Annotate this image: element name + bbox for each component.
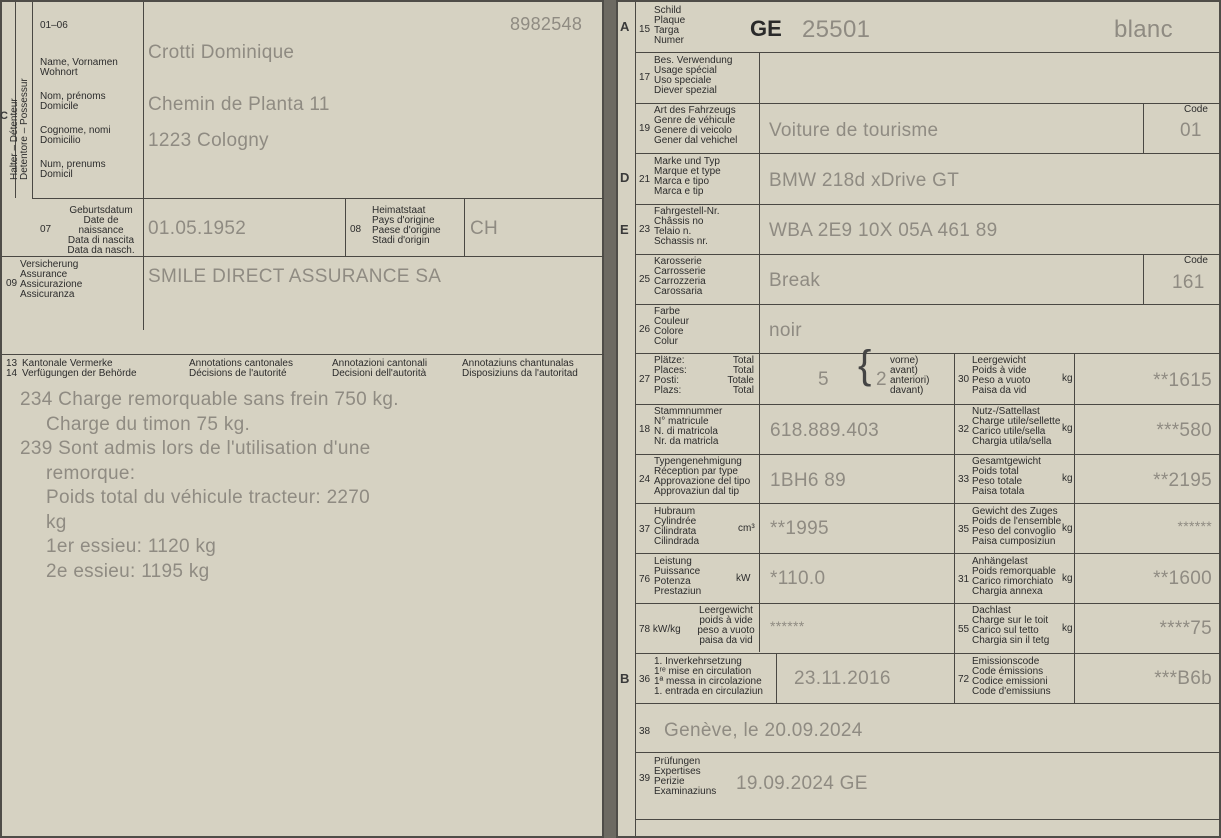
field-number-32: 32 <box>958 424 970 435</box>
brace-icon: { <box>858 343 872 387</box>
make-labels: Marke und Typ Marque et type Marca e tipo Marca e tip <box>654 156 721 197</box>
plate-canton: GE <box>750 16 782 41</box>
name-label-fr: Nom, prénoms Domicile <box>40 91 106 112</box>
field-number-18: 18 <box>639 424 651 435</box>
seats-total-labels: Total Total Totale Total <box>727 355 754 396</box>
combination-weight-value: ****** <box>1177 518 1212 534</box>
body-code: 161 <box>1172 272 1205 293</box>
emission-labels: Emissionscode Code émissions Codice emissioni Code d'emissiuns <box>972 656 1051 697</box>
field-number-15: 15 <box>639 24 651 35</box>
field-number-35: 35 <box>958 524 970 535</box>
plate-color: blanc <box>1114 16 1173 43</box>
emission-value: ***B6b <box>1154 668 1212 689</box>
inspection-labels: Prüfungen Expertises Perizie Examinaziuns <box>654 756 717 797</box>
side-letter-c: C <box>0 110 8 122</box>
annotations-list <box>20 388 399 584</box>
holder-vertical-label-2: Detentore – Possessur <box>19 78 30 180</box>
holder-name: Crotti Dominique <box>148 42 295 63</box>
origin-country: CH <box>470 218 499 239</box>
name-label-rm: Num, prenums Domicil <box>40 159 106 180</box>
holder-street: Chemin de Planta 11 <box>148 94 330 115</box>
total-weight-labels: Gesamtgewicht Poids total Peso totale Paisa totala <box>972 456 1041 497</box>
unit-kg: kg <box>1062 523 1073 534</box>
annotation-line: Poids total du véhicule tracteur: 2270 <box>46 487 371 508</box>
field-number-72: 72 <box>958 674 970 685</box>
field-number-30: 30 <box>958 374 970 385</box>
insurance-company: SMILE DIRECT ASSURANCE SA <box>148 266 442 287</box>
letter-a: A <box>620 19 630 34</box>
type-approval-labels: Typengenehmigung Réception par type Approvazione del tipo Approvaziun dal tip <box>654 456 751 497</box>
field-number-17: 17 <box>639 72 651 83</box>
payload-value: ***580 <box>1156 420 1212 441</box>
total-weight-value: **2195 <box>1153 470 1212 491</box>
power-ratio-value: ****** <box>770 618 805 634</box>
kerb-weight-labels: Leergewicht Poids à vide Peso a vuoto Paisa da vid <box>972 355 1031 396</box>
annotation-header-it: Annotazioni cantonali Decisioni dell'autorità <box>332 358 428 379</box>
displacement-value: **1995 <box>770 518 829 539</box>
field-number-38: 38 <box>639 726 651 737</box>
vehicle-form <box>635 2 1219 836</box>
body-code-label: Code <box>1184 255 1208 266</box>
usage-labels: Bes. Verwendung Usage spécial Uso speciale Diever spezial <box>654 55 733 96</box>
field-number-07: 07 <box>40 224 52 235</box>
name-label-it: Cognome, nomi Domicilio <box>40 125 111 146</box>
annotation-line: kg <box>46 511 67 533</box>
annotation-line: 1er essieu: 1120 kg <box>46 536 217 557</box>
annotation-line: remorque: <box>46 462 136 484</box>
seats-front-labels: vorne) avant) anteriori) davant) <box>890 355 930 396</box>
field-number-37: 37 <box>639 524 651 535</box>
insurance-labels: Versicherung Assurance Assicurazione Assicuranza <box>20 259 83 300</box>
colour-value: noir <box>769 320 802 341</box>
field-number-33: 33 <box>958 474 970 485</box>
vehicle-type-code-label: Code <box>1184 104 1208 115</box>
issue-place-date: Genève, le 20.09.2024 <box>664 720 863 741</box>
unit-kw: kW <box>736 573 751 584</box>
field-number-27: 27 <box>639 374 651 385</box>
field-number-78: 78 kW/kg <box>639 624 681 635</box>
origin-labels: Heimatstaat Pays d'origine Paese d'origine Stadi d'origin <box>372 205 441 246</box>
annotation-line: Charge du timon 75 kg. <box>46 413 251 435</box>
power-labels: Leistung Puissance Potenza Prestaziun <box>654 556 702 597</box>
annotation-line: 239 Sont admis lors de l'utilisation d'une <box>20 438 371 459</box>
field-number-39: 39 <box>639 773 651 784</box>
matriculation-labels: Stammnummer N° matricule N. di matricola Nr. da matricla <box>654 406 723 447</box>
trailer-load-labels: Anhängelast Poids remorquable Carico rimorchiato Chargia annexa <box>972 556 1056 597</box>
combination-weight-labels: Gewicht des Zuges Poids de l'ensemble Peso del convoglio Paisa cumposiziun <box>972 506 1062 547</box>
field-number-31: 31 <box>958 574 970 585</box>
annotation-header-fr: Annotations cantonales Décisions de l'autorité <box>189 358 293 379</box>
annotation-header-de: Kantonale Vermerke Verfügungen der Behörde <box>22 358 137 379</box>
vehicle-type-code: 01 <box>1180 120 1202 141</box>
colour-labels: Farbe Couleur Colore Colur <box>654 306 690 347</box>
kerb-weight-value: **1615 <box>1153 370 1212 391</box>
vehicle-page <box>616 0 1221 838</box>
unit-kg: kg <box>1062 623 1073 634</box>
seats-front: 2 <box>876 369 887 390</box>
unit-kg: kg <box>1062 373 1073 384</box>
field-number-24: 24 <box>639 474 651 485</box>
unit-kg: kg <box>1062 473 1073 484</box>
name-label-de: Name, Vornamen Wohnort <box>40 57 118 78</box>
unit-kg: kg <box>1062 573 1073 584</box>
holder-city: 1223 Cologny <box>148 130 269 151</box>
body-labels: Karosserie Carrosserie Carrozzeria Carossaria <box>654 256 706 297</box>
inspection-value: 19.09.2024 GE <box>736 773 868 794</box>
payload-labels: Nutz-/Sattellast Charge utile/sellette Carico utile/sella Chargia utila/sella <box>972 406 1061 447</box>
annotation-header-rm: Annotaziuns chantunalas Disposiziuns da l'autoritad <box>462 358 578 379</box>
body-value: Break <box>769 270 821 291</box>
letter-b: B <box>620 671 630 686</box>
power-value: *110.0 <box>770 568 826 589</box>
trailer-load-value: **1600 <box>1153 568 1212 589</box>
birth-labels: Geburtsdatum Date de naissance Data di nascita Data da nasch. <box>67 205 135 256</box>
field-number-25: 25 <box>639 274 651 285</box>
holder-vertical-label: Halter – Détenteur <box>9 98 20 180</box>
vehicle-type-value: Voiture de tourisme <box>769 120 939 141</box>
seats-total: 5 <box>818 369 829 390</box>
holder-code: 01–06 <box>40 20 68 31</box>
make-value: BMW 218d xDrive GT <box>769 170 960 191</box>
plate-number: 25501 <box>802 16 871 43</box>
displacement-labels: Hubraum Cylindrée Cilindrata Cilindrada <box>654 506 700 547</box>
holder-page <box>0 0 604 838</box>
letter-d: D <box>620 170 630 185</box>
type-approval-value: 1BH6 89 <box>770 470 847 491</box>
field-number-19: 19 <box>639 123 651 134</box>
chassis-labels: Fahrgestell-Nr. Châssis no Telaio n. Schassis nr. <box>654 206 720 247</box>
field-number-21: 21 <box>639 174 651 185</box>
plate-labels: Schild Plaque Targa Numer <box>654 5 686 46</box>
unit-kg: kg <box>1062 423 1073 434</box>
vehicle-type-labels: Art des Fahrzeugs Genre de véhicule Genere di veicolo Gener dal vehichel <box>654 105 738 146</box>
field-number-55: 55 <box>958 624 970 635</box>
roof-load-value: ****75 <box>1159 618 1212 639</box>
field-number-26: 26 <box>639 324 651 335</box>
field-number-36: 36 <box>639 674 651 685</box>
chassis-value: WBA 2E9 10X 05A 461 89 <box>769 220 998 241</box>
field-number-08: 08 <box>350 224 362 235</box>
seats-labels: Plätze: Places: Posti: Plazs: <box>654 355 687 396</box>
matriculation-value: 618.889.403 <box>770 420 879 441</box>
annotation-line: 2e essieu: 1195 kg <box>46 560 210 582</box>
letter-e: E <box>620 222 629 237</box>
unit-cm3: cm³ <box>738 523 755 534</box>
birth-date: 01.05.1952 <box>148 218 247 239</box>
field-number-76: 76 <box>639 574 651 585</box>
first-registration-labels: 1. Inverkehrsetzung 1ʳᵉ mise en circulation 1ª messa in circolazione 1. entrada en circulaziun <box>654 656 763 697</box>
annotation-line: 234 Charge remorquable sans frein 750 kg. <box>20 389 399 410</box>
first-registration-value: 23.11.2016 <box>794 668 891 689</box>
field-number-09: 09 <box>6 278 18 289</box>
field-number-23: 23 <box>639 224 651 235</box>
power-ratio-labels: Leergewicht poids à vide peso a vuoto paisa da vid <box>697 605 755 646</box>
document-number: 8982548 <box>510 14 583 34</box>
roof-load-labels: Dachlast Charge sur le toit Carico sul tetto Chargia sin il tetg <box>972 605 1050 646</box>
annotation-field-numbers: 13 14 <box>6 358 18 379</box>
